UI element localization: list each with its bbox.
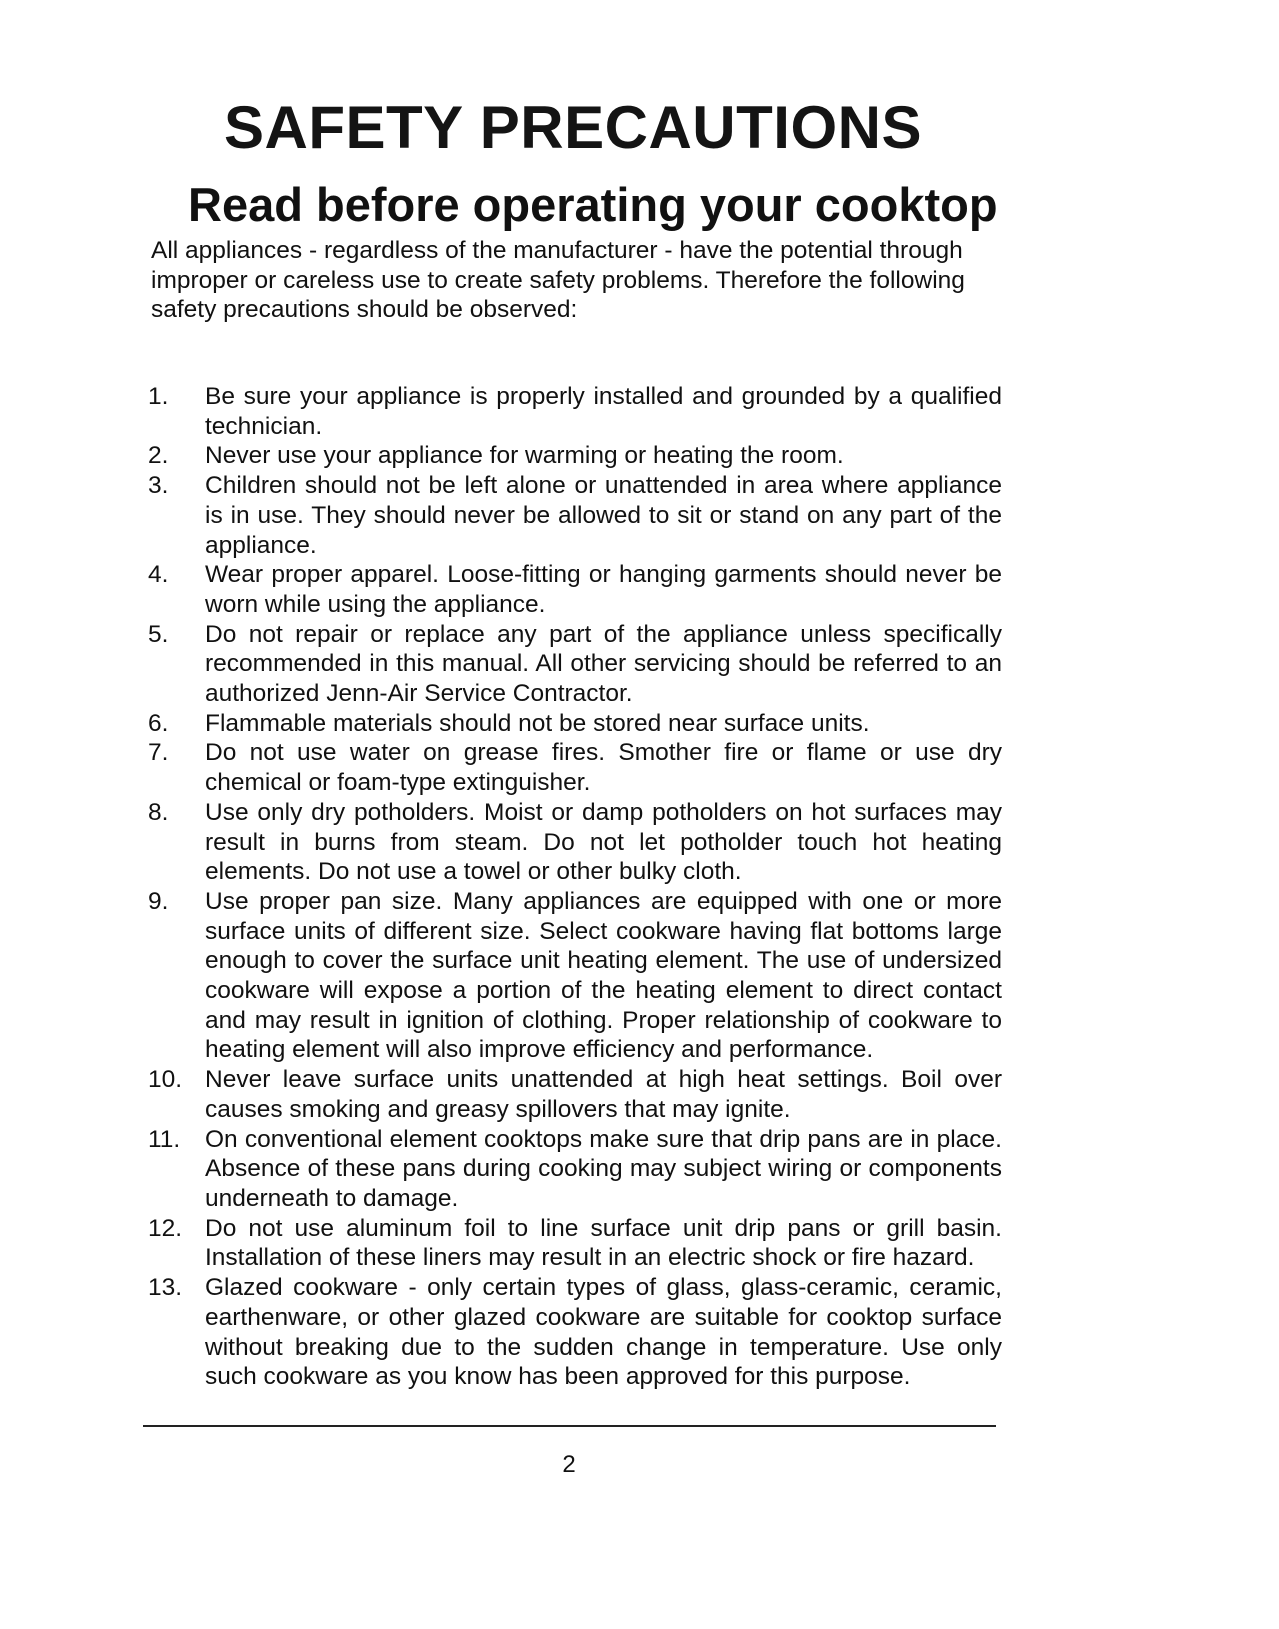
precaution-text: Wear proper apparel. Loose-fitting or hanging garments should never be worn while using the appliance. xyxy=(205,561,1002,618)
precaution-text: Use only dry potholders. Moist or damp potholders on hot surfaces may result in burns from steam. Do not let potholder touch hot heating elements. Do not use a towel or other bulky cloth. xyxy=(205,798,1002,886)
precaution-item xyxy=(148,1214,1002,1273)
precaution-number: 11. xyxy=(148,1125,181,1153)
precaution-text: Never leave surface units unattended at high heat settings. Boil over causes smoking and greasy spillovers that may ignite. xyxy=(205,1066,1002,1123)
page-subtitle: Read before operating your cooktop xyxy=(188,178,998,231)
page-number: 2 xyxy=(562,1451,576,1478)
precaution-number: 7. xyxy=(148,739,169,767)
precaution-item xyxy=(148,560,1002,619)
precaution-number: 1. xyxy=(148,383,169,410)
precaution-item xyxy=(148,441,1002,471)
precaution-text: Children should not be left alone or unattended in area where appliance is in use. They should never be allowed to sit or stand on any part of the appliance. xyxy=(205,472,1002,559)
precaution-text: Never use your appliance for warming or heating the room. xyxy=(205,442,844,470)
precaution-number: 10. xyxy=(148,1066,183,1094)
precaution-text: Use proper pan size. Many appliances are equipped with one or more surface units of different size. Select cookware having flat bottoms large enough to cover the surface unit heating element. The use of undersized cookware will expose a portion of the heating element to direct contact and may result in ignition of clothing. Proper relationship of cookware to heating element will also improve efficiency and performance. xyxy=(205,887,1002,1064)
precaution-number: 13. xyxy=(148,1274,183,1302)
precaution-number: 9. xyxy=(148,887,169,915)
precaution-item xyxy=(148,382,1002,441)
precaution-item xyxy=(148,620,1002,709)
precaution-item xyxy=(148,1125,1002,1214)
precaution-item xyxy=(148,1065,1002,1124)
precaution-number: 5. xyxy=(148,620,169,648)
precaution-text: Do not repair or replace any part of the appliance unless specifically recommended in this manual. All other servicing should be referred to an authorized Jenn-Air Service Contractor. xyxy=(205,620,1002,708)
precaution-item xyxy=(148,1273,1002,1392)
precautions-list xyxy=(148,382,1002,1392)
precaution-number: 2. xyxy=(148,442,169,470)
precaution-number: 4. xyxy=(148,561,169,589)
precaution-item xyxy=(148,709,1002,739)
precaution-text: Be sure your appliance is properly installed and grounded by a qualified technician. xyxy=(205,383,1002,440)
precaution-text: Glazed cookware - only certain types of glass, glass-ceramic, ceramic, earthenware, or other glazed cookware are suitable for cooktop surface without breaking due to the sudden change in temperature. Use only such cookware as you know has been approved for this purpose. xyxy=(205,1274,1002,1391)
precaution-item xyxy=(148,471,1002,560)
precaution-text: Do not use aluminum foil to line surface unit drip pans or grill basin. Installation of these liners may result in an electric shock or fire hazard. xyxy=(205,1214,1002,1272)
precaution-number: 8. xyxy=(148,798,169,826)
footer-divider xyxy=(143,1425,996,1427)
page-title: SAFETY PRECAUTIONS xyxy=(224,94,922,161)
precaution-item xyxy=(148,887,1002,1065)
precaution-item xyxy=(148,738,1002,797)
precaution-number: 3. xyxy=(148,472,169,500)
precaution-number: 12. xyxy=(148,1214,183,1242)
precaution-item xyxy=(148,798,1002,887)
precaution-text: On conventional element cooktops make sure that drip pans are in place. Absence of these pans during cooking may subject wiring or components underneath to damage. xyxy=(205,1125,1002,1212)
precaution-text: Do not use water on grease fires. Smother fire or flame or use dry chemical or foam-type extinguisher. xyxy=(205,739,1002,797)
precaution-number: 6. xyxy=(148,709,169,737)
intro-paragraph: All appliances - regardless of the manufacturer - have the potential through improper or careless use to create safety problems. Therefore the following safety precautions should be observed: xyxy=(151,237,965,323)
precaution-text: Flammable materials should not be stored near surface units. xyxy=(205,709,870,737)
